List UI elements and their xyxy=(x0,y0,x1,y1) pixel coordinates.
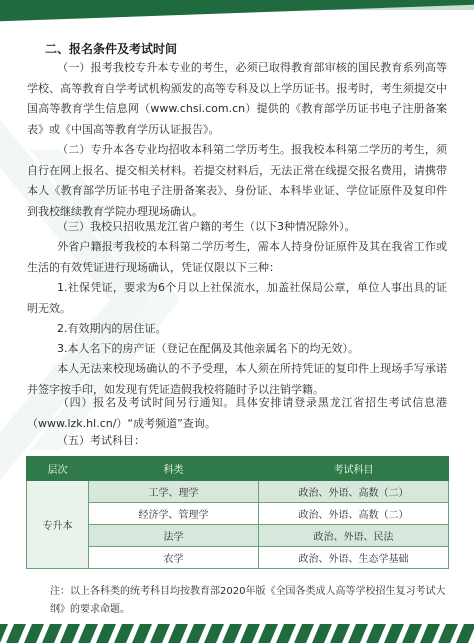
paragraph-degree-requirement xyxy=(27,58,447,140)
table-cell-category: 工学、理学 xyxy=(89,481,259,503)
table-cell-level: 专升本 xyxy=(27,481,89,569)
table-row xyxy=(27,547,449,569)
table-row xyxy=(27,481,449,503)
paragraph-social-security xyxy=(27,278,447,319)
footnote: 注：以上各科类的统考科目均按教育部2020年版《全国各类成人高等学校招生复习考试大纲》的要求命题。 xyxy=(50,586,446,615)
table-header-level: 层次 xyxy=(27,457,89,481)
table-row xyxy=(27,525,449,547)
table-cell-category: 法学 xyxy=(89,525,259,547)
table-cell-category: 农学 xyxy=(89,547,259,569)
section-heading: 二、报名条件及考试时间 xyxy=(45,42,178,56)
paragraph-out-of-province xyxy=(27,237,447,278)
table-cell-subjects: 政治、外语、生态学基础 xyxy=(259,547,449,569)
paragraph-text: （三）我校只招收黑龙江省户籍的考生（以下3种情况除外）。 xyxy=(57,220,356,233)
paragraph-text: 外省户籍报考我校的本科第二学历考生，需本人持身份证原件及其在我省工作或生活的有效凭证进行现场确认，凭证仅限以下三种： xyxy=(27,240,447,274)
paragraph-property-certificate xyxy=(27,339,447,360)
paragraph-text: （四）报名及考试时间另行通知。具体安排请登录黑龙江省招生考试信息港（www.lzk.hl.cn/）“成考频道”查询。 xyxy=(27,396,447,430)
table-header-row xyxy=(27,457,449,481)
table-header-category: 科类 xyxy=(89,457,259,481)
table-row xyxy=(27,503,449,525)
table-cell-subjects: 政治、外语、高数（二） xyxy=(259,503,449,525)
exam-subjects-table xyxy=(26,456,449,569)
paragraph-exam-subjects-intro xyxy=(27,431,447,452)
paragraph-household-registration xyxy=(27,217,447,238)
table-cell-subjects: 政治、外语、民法 xyxy=(259,525,449,547)
paragraph-text: 2.有效期内的居住证。 xyxy=(57,322,167,335)
paragraph-text: （一）报考我校专升本专业的考生，必须已取得教育部审核的国民教育系列高等学校、高等教育自学考试机构颁发的高等专科及以上学历证书。报考时，考生须提交中国高等教育学生信息网（www.chsi.com.cn）提供的《教育部学历证书电子注册备案表》或《中国高等教育学历认证报告》。 xyxy=(27,61,447,136)
paragraph-residence-permit xyxy=(27,319,447,340)
paragraph-registration-time xyxy=(27,393,447,434)
paragraph-text: （二）专升本各专业均招收本科第二学历考生。报我校本科第二学历的考生，须自行在网上报名、提交相关材料。若提交材料后，无法正常在线提交报名费用，请携带本人《教育部学历证书电子注册备案表》、身份证、本科毕业证、学位证原件及复印件到我校继续教育学院办理现场确认。 xyxy=(27,143,447,218)
table-header-subjects: 考试科目 xyxy=(259,457,449,481)
table-cell-subjects: 政治、外语、高数（二） xyxy=(259,481,449,503)
paragraph-second-degree xyxy=(27,140,447,222)
table-cell-category: 经济学、管理学 xyxy=(89,503,259,525)
paragraph-text: （五）考试科目： xyxy=(57,434,145,447)
paragraph-text: 3.本人名下的房产证（登记在配偶及其他亲属名下的均无效）。 xyxy=(57,342,359,355)
paragraph-text: 1.社保凭证，要求为6个月以上社保流水，加盖社保局公章，单位人事出具的证明无效。 xyxy=(27,281,447,315)
paragraph-text: 本人无法来校现场确认的不予受理，本人须在所持凭证的复印件上现场手写承诺并签字按手印，如发现有凭证造假我校将随时予以注销学籍。 xyxy=(27,362,447,396)
